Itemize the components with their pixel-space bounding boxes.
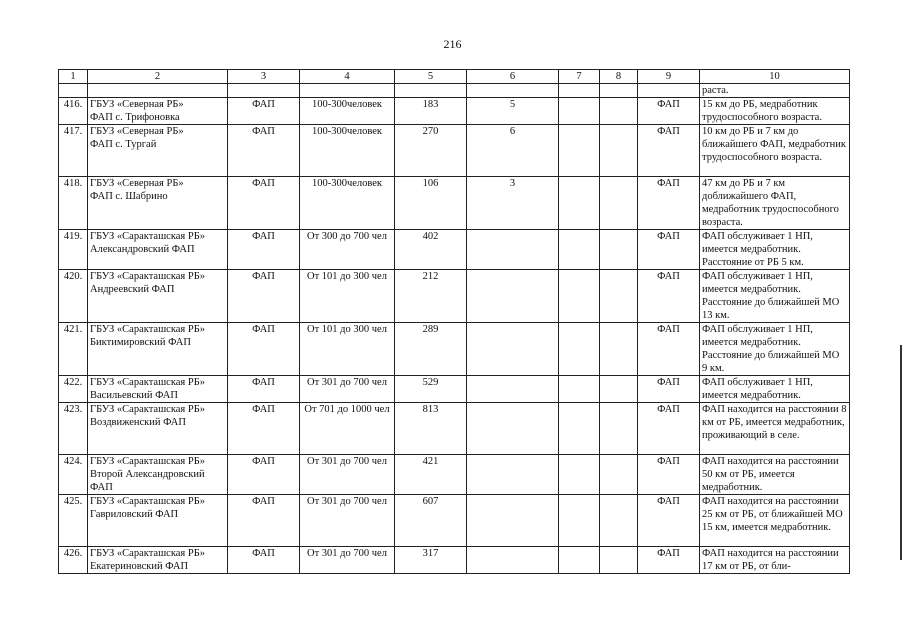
org-name — [88, 98, 228, 125]
organization: ГБУЗ «Северная РБ» — [90, 126, 184, 137]
row-number: 420. — [59, 270, 88, 323]
population-range: От 301 до 700 чел — [300, 455, 395, 495]
population-count: 529 — [395, 376, 467, 403]
org-name — [88, 376, 228, 403]
facility-type-planned: ФАП — [638, 98, 700, 125]
col7-value — [559, 98, 600, 125]
col8-value — [600, 230, 638, 270]
col8-value — [600, 403, 638, 455]
col6-value — [467, 323, 559, 376]
population-range: От 101 до 300 чел — [300, 323, 395, 376]
facility-name: Екатериновский ФАП — [90, 561, 189, 572]
facility-name: ФАП с. Шабрино — [90, 191, 168, 202]
col6-value — [467, 230, 559, 270]
population-range: От 301 до 700 чел — [300, 547, 395, 574]
organization: ГБУЗ «Саракташская РБ» — [90, 377, 205, 388]
facility-type-planned: ФАП — [638, 270, 700, 323]
page-number: 216 — [443, 37, 462, 51]
organization: ГБУЗ «Саракташская РБ» — [90, 548, 205, 559]
organization: ГБУЗ «Северная РБ» — [90, 178, 184, 189]
table-row — [59, 376, 850, 403]
facility-type: ФАП — [228, 177, 300, 230]
col7-value — [559, 455, 600, 495]
facility-name: Воздвиженский ФАП — [90, 417, 186, 428]
col6-value — [467, 547, 559, 574]
col7-value — [559, 403, 600, 455]
facility-type: ФАП — [228, 455, 300, 495]
col-header: 1 — [59, 70, 88, 84]
facility-type-planned: ФАП — [638, 125, 700, 177]
population-count: 813 — [395, 403, 467, 455]
col6-value — [467, 495, 559, 547]
population-count: 317 — [395, 547, 467, 574]
org-name — [88, 403, 228, 455]
col8-value — [600, 455, 638, 495]
col-header: 10 — [700, 70, 850, 84]
facility-type-planned: ФАП — [638, 547, 700, 574]
col8-value — [600, 177, 638, 230]
org-name — [88, 125, 228, 177]
facility-type-planned: ФАП — [638, 323, 700, 376]
population-range: От 301 до 700 чел — [300, 495, 395, 547]
facility-type: ФАП — [228, 270, 300, 323]
col-header: 5 — [395, 70, 467, 84]
note: ФАП обслуживает 1 НП, имеется медработник. Расстояние от РБ 5 км. — [700, 230, 850, 270]
org-name — [88, 455, 228, 495]
col8-value — [600, 270, 638, 323]
org-name — [88, 177, 228, 230]
population-count: 212 — [395, 270, 467, 323]
facility-type: ФАП — [228, 323, 300, 376]
col-header: 9 — [638, 70, 700, 84]
note: ФАП обслуживает 1 НП, имеется медработник. Расстояние до ближайшей МО 13 км. — [700, 270, 850, 323]
organization: ГБУЗ «Саракташская РБ» — [90, 231, 205, 242]
col7-value — [559, 495, 600, 547]
organization: ГБУЗ «Саракташская РБ» — [90, 496, 205, 507]
row-number: 419. — [59, 230, 88, 270]
population-range: От 701 до 1000 чел — [300, 403, 395, 455]
row-number: 425. — [59, 495, 88, 547]
facility-type: ФАП — [228, 125, 300, 177]
facility-type: ФАП — [228, 230, 300, 270]
col7-value — [559, 230, 600, 270]
table-row — [59, 495, 850, 547]
note: ФАП находится на расстоянии 8 км от РБ, имеется медработник, проживающий в селе. — [700, 403, 850, 455]
org-name — [88, 230, 228, 270]
facility-type: ФАП — [228, 403, 300, 455]
population-range: 100-300человек — [300, 177, 395, 230]
facility-type-planned: ФАП — [638, 230, 700, 270]
note: ФАП находится на расстоянии 50 км от РБ, имеется медработник. — [700, 455, 850, 495]
continuation-note: раста. — [700, 84, 850, 98]
col7-value — [559, 323, 600, 376]
row-number: 416. — [59, 98, 88, 125]
col6-value — [467, 270, 559, 323]
facility-name: ФАП с. Трифоновка — [90, 112, 180, 123]
col-header: 4 — [300, 70, 395, 84]
organization: ГБУЗ «Саракташская РБ» — [90, 404, 205, 415]
row-number: 418. — [59, 177, 88, 230]
population-count: 607 — [395, 495, 467, 547]
note: ФАП находится на расстоянии 25 км от РБ, от ближайшей МО 15 км, имеется медработник. — [700, 495, 850, 547]
facility-type-planned: ФАП — [638, 376, 700, 403]
col8-value — [600, 547, 638, 574]
col6-value — [467, 403, 559, 455]
facility-name: Александровский ФАП — [90, 244, 195, 255]
col-header: 3 — [228, 70, 300, 84]
facility-type: ФАП — [228, 495, 300, 547]
organization: ГБУЗ «Саракташская РБ» — [90, 456, 205, 467]
row-number: 417. — [59, 125, 88, 177]
col-header: 7 — [559, 70, 600, 84]
table-row — [59, 403, 850, 455]
population-range: 100-300человек — [300, 125, 395, 177]
continuation-row — [59, 84, 850, 98]
col8-value — [600, 376, 638, 403]
organization: ГБУЗ «Саракташская РБ» — [90, 271, 205, 282]
row-number: 424. — [59, 455, 88, 495]
facility-name: Васильевский ФАП — [90, 390, 178, 401]
col6-value: 5 — [467, 98, 559, 125]
facility-name: Гавриловский ФАП — [90, 509, 179, 520]
table-row — [59, 98, 850, 125]
note: ФАП обслуживает 1 НП, имеется медработник. — [700, 376, 850, 403]
facility-type: ФАП — [228, 547, 300, 574]
table-row — [59, 230, 850, 270]
facility-type-planned: ФАП — [638, 403, 700, 455]
population-count: 106 — [395, 177, 467, 230]
col6-value — [467, 455, 559, 495]
facility-type-planned: ФАП — [638, 455, 700, 495]
note: 10 км до РБ и 7 км до ближайшего ФАП, медработник трудоспособного возраста. — [700, 125, 850, 177]
col7-value — [559, 177, 600, 230]
facility-type: ФАП — [228, 376, 300, 403]
facility-type: ФАП — [228, 98, 300, 125]
col8-value — [600, 323, 638, 376]
table-row — [59, 323, 850, 376]
table-row — [59, 270, 850, 323]
population-range: 100-300человек — [300, 98, 395, 125]
facility-name: Второй Александровский ФАП — [90, 469, 205, 493]
col8-value — [600, 495, 638, 547]
population-count: 402 — [395, 230, 467, 270]
row-number: 423. — [59, 403, 88, 455]
col6-value: 3 — [467, 177, 559, 230]
scan-edge-mark — [900, 345, 902, 560]
facility-type-planned: ФАП — [638, 495, 700, 547]
note: ФАП находится на расстоянии 17 км от РБ, от бли- — [700, 547, 850, 574]
organization: ГБУЗ «Северная РБ» — [90, 99, 184, 110]
col-header: 8 — [600, 70, 638, 84]
row-number: 421. — [59, 323, 88, 376]
note: 47 км до РБ и 7 км доближайшего ФАП, медработник трудоспособного возраста. — [700, 177, 850, 230]
org-name — [88, 270, 228, 323]
col-header: 2 — [88, 70, 228, 84]
col8-value — [600, 125, 638, 177]
col7-value — [559, 125, 600, 177]
col-header: 6 — [467, 70, 559, 84]
row-number: 422. — [59, 376, 88, 403]
table-row — [59, 177, 850, 230]
col7-value — [559, 547, 600, 574]
population-count: 270 — [395, 125, 467, 177]
col7-value — [559, 270, 600, 323]
table-row — [59, 547, 850, 574]
population-count: 421 — [395, 455, 467, 495]
org-name — [88, 323, 228, 376]
org-name — [88, 547, 228, 574]
org-name — [88, 495, 228, 547]
population-range: От 301 до 700 чел — [300, 376, 395, 403]
facility-name: ФАП с. Тургай — [90, 139, 157, 150]
population-range: От 101 до 300 чел — [300, 270, 395, 323]
facility-type-planned: ФАП — [638, 177, 700, 230]
table-row — [59, 125, 850, 177]
table-row — [59, 455, 850, 495]
organization: ГБУЗ «Саракташская РБ» — [90, 324, 205, 335]
note: 15 км до РБ, медработник трудоспособного возраста. — [700, 98, 850, 125]
col6-value — [467, 376, 559, 403]
note: ФАП обслуживает 1 НП, имеется медработник. Расстояние до ближайшей МО 9 км. — [700, 323, 850, 376]
header-row — [59, 70, 850, 84]
col6-value: 6 — [467, 125, 559, 177]
col8-value — [600, 98, 638, 125]
facility-name: Андреевский ФАП — [90, 284, 175, 295]
fap-table — [58, 69, 850, 574]
population-count: 183 — [395, 98, 467, 125]
population-range: От 300 до 700 чел — [300, 230, 395, 270]
col7-value — [559, 376, 600, 403]
row-number: 426. — [59, 547, 88, 574]
population-count: 289 — [395, 323, 467, 376]
facility-name: Биктимировский ФАП — [90, 337, 191, 348]
